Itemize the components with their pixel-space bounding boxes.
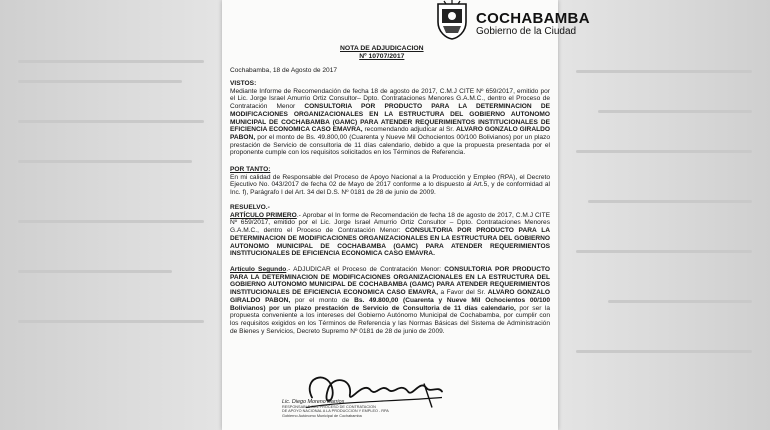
section-article-two: [230, 266, 550, 335]
article-two-bold: CONSULTORIA POR PRODUCTO PARA LA DETERMINACION DE MODIFICACIONES ORGANIZACIONALES EN LA ESTRUCTURA DEL GOBIERNO AUTONOMO MUNICIPAL DE COCHABAMBA (GAMC) PARA ATENDER REQUERIMIENTOS INSTITUCIONALES DE EFICIENCIA ECONOMICA CASO EMAVRA,: [230, 266, 550, 297]
article-one-text: .- Aprobar el In forme de Recomendación de fecha 18 de agosto de 2017, C.M.J CITE Nº 659/2017, emitido por el Lic. Jorge Israel Amurrio Ortiz Consultor – Dpto. Contrataciones Menores G.A.M.C., dentro el Proceso de Contratación Menor:: [230, 211, 550, 235]
handwritten-signature: [292, 355, 452, 430]
header-logo: [432, 0, 770, 40]
section-por-tanto: [230, 166, 550, 197]
article-two-name: ALVARO GONZALO GIRALDO PABON,: [230, 289, 550, 304]
vistos-text2: recomendando adjudicar al Sr.: [364, 126, 455, 134]
article-two-label: Artículo Segundo: [230, 266, 287, 273]
article-two-text2: a Favor del Sr.: [440, 289, 486, 297]
organization-name: COCHABAMBA: [476, 10, 590, 27]
signatory-title-line-2: DE APOYO NACIONAL A LA PRODUCCION Y EMPLEO - RPA: [282, 409, 389, 414]
vistos-label: VISTOS:: [230, 80, 257, 87]
article-two-text3: por el monto de: [294, 296, 350, 304]
vistos-text: Mediante Informe de Recomendación de fecha 18 de agosto de 2017, C.M.J CITE Nº 659/2017, emitido por el Lic. Jorge Israel Amurrio Ortiz Consultor– Dpto. Contrataciones Menores G.A.M.C., dentro el Proceso de Contratación Menor: [230, 87, 550, 111]
vistos-text3: por el monto de Bs. 49.800,00 (Cuarenta y Nueve Mil Ochocientos 00/100 Bolivianos) por un plazo prestación de Servicio de consultoria de 11 días calendario, debido a que la propuesta presentada por el proponente cumple con los requisitos solicitados en los Términos de Referencia.: [230, 133, 550, 157]
title-text: NOTA DE ADJUDICACION: [340, 45, 424, 52]
signature-block: [282, 400, 389, 418]
section-vistos: [230, 80, 550, 157]
resuelvo-label: RESUELVO.-: [230, 204, 270, 211]
organization-subtitle: Gobierno de la Ciudad: [476, 26, 577, 37]
article-one-label: ARTÍCULO PRIMERO: [230, 211, 297, 219]
section-resuelvo: [230, 204, 550, 258]
document-page: [222, 0, 558, 430]
portanto-label: POR TANTO:: [230, 166, 271, 173]
document-number: Nº 10707/2017: [359, 53, 405, 60]
signatory-name: Lic. Diego Moreno Barrios: [282, 399, 345, 405]
article-two-text4: por ser la propuesta conveniente a los intereses del Gobierno Autónomo Municipal de Cochabamba, por cumplir con los requisitos exigidos en los Términos de Referencia y las Normas Básicas del Sistema de Administración de Bienes y Servicios, Decreto Supremo Nº 0181 de 28 de junio de 2009.: [230, 304, 550, 335]
article-two-amount: Bs. 49.800,00 (Cuarenta y Nueve Mil Ochocientos 00/100 Bolivianos) por un plazo prestación de Servicio de Consultoria de 11 días calendario,: [230, 296, 550, 312]
article-one-bold: CONSULTORIA POR PRODUCTO PARA LA DETERMINACION DE MODIFICACIONES ORGANIZACIONALES EN LA ESTRUCTURA DEL GOBIERNO AUTONOMO MUNICIPAL DE COCHABAMBA (GAMC) PARA ATENDER REQUERIMIENTOS INSTITUCIONALES DE EFICIENCIA ECONOMICA CASO EMAVRA.: [230, 227, 550, 258]
blurred-left-background: [0, 0, 222, 430]
article-two-text: .- ADJUDICAR el Proceso de Contratación Menor:: [286, 266, 442, 273]
vistos-name: ALVARO GONZALO GIRALDO PABON,: [230, 126, 550, 141]
signatory-title-line-3: Gobierno Autónomo Municipal de Cochabamba: [282, 413, 362, 418]
document-date: Cochabamba, 18 de Agosto de 2017: [230, 67, 338, 74]
coat-of-arms-icon: [432, 0, 472, 40]
vistos-bold: CONSULTORIA POR PRODUCTO PARA LA DETERMINACION DE MODIFICACIONES ORGANIZACIONALES EN LA ESTRUCTURA DEL GOBIERNO AUTONOMO MUNICIPAL DE COCHABAMBA (GAMC) PARA ATENDER REQUERIMIENTOS INSTITUCIONALES DE EFICIENCIA ECONOMICA CASO EMAVRA,: [230, 103, 550, 134]
document-title: [340, 45, 424, 61]
portanto-text: En mi calidad de Responsable del Proceso de Apoyo Nacional a la Producción y Empleo (RPA), el Decreto Ejecutivo No. 043/2017 de fecha 02 de Mayo de 2017 conforme a lo dispuesto al Art.5, y de conformidad al Inc. f), Parágrafo I del Art. 34 del D.S. Nº 0181 de 28 de junio de 2009.: [230, 173, 550, 197]
signatory-title-line-1: RESPONSABLE DEL PROCESO DE CONTRATACION: [282, 404, 376, 409]
blurred-right-background: [558, 0, 770, 430]
